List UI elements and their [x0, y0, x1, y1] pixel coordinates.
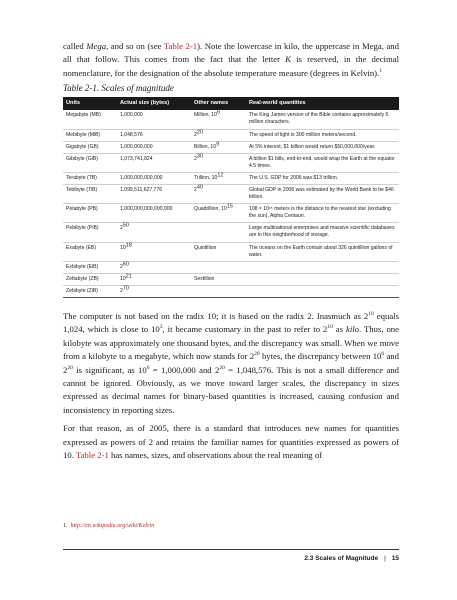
- table-row: [63, 273, 399, 285]
- footer-section-title: 2.3 Scales of Magnitude: [304, 555, 379, 562]
- standard-paragraph: [63, 422, 399, 462]
- paragraph-text: as: [332, 324, 346, 335]
- cell-other-names-text: 2: [194, 155, 197, 162]
- cell-other-names-text: Quadrillion, 10: [194, 206, 227, 213]
- cell-unit-text: Exabyte (EB): [66, 244, 97, 251]
- cell-actual-size-text: 2: [120, 263, 123, 270]
- paragraph-text: = 1,000,000 and 2: [149, 364, 220, 375]
- radix-paragraph: [63, 310, 399, 417]
- exponent: 18: [125, 241, 132, 248]
- paragraph-text: equals 1,024, which is close to 10: [63, 311, 399, 335]
- table-row: [63, 110, 399, 129]
- k-letter: K: [285, 54, 291, 65]
- intro-text: , and so on (see: [106, 41, 164, 51]
- exponent: 6: [146, 364, 150, 371]
- kilo-term: kilo: [345, 324, 359, 335]
- exponent: 3: [159, 324, 163, 331]
- cell-unit-text: Megabyte (MB): [66, 112, 101, 119]
- exponent: 9: [216, 140, 220, 147]
- cell-real-world: [246, 223, 399, 242]
- cell-actual-size-text: 1,099,511,627,776: [120, 186, 163, 193]
- table-row: [63, 184, 399, 203]
- table-cross-reference-link[interactable]: Table 2-1: [75, 450, 109, 461]
- table-cross-reference-link[interactable]: Table 2-1: [163, 41, 198, 51]
- cell-unit: [63, 172, 117, 184]
- cell-other-names: [191, 204, 246, 223]
- cell-real-world-text: The U.S. GDP for 2006 was $13 trillion.: [249, 174, 339, 181]
- cell-other-names-text: 2: [194, 186, 197, 193]
- cell-other-names-text: 2: [194, 131, 197, 138]
- cell-unit-text: Zettabyte (ZB): [66, 275, 99, 282]
- header-other-names: Other names: [191, 97, 246, 110]
- cell-other-names: [191, 129, 246, 141]
- cell-actual-size-text: 1,000,000,000: [120, 143, 153, 150]
- cell-unit: [63, 223, 117, 242]
- cell-unit-text: Petabyte (PB): [66, 206, 98, 213]
- paragraph-text: and 2: [63, 351, 399, 375]
- paragraph-text: has names, sizes, and observations about the real meaning of: [108, 450, 323, 461]
- exponent: 50: [122, 222, 129, 229]
- exponent: 30: [196, 153, 203, 159]
- cell-unit-text: Mebibyte (MiB): [66, 131, 101, 138]
- exponent: 20: [254, 351, 260, 358]
- cell-other-names: [191, 153, 246, 172]
- paragraph-text: = 1,048,576. This is not a small difference and cannot be ignored. Obviously, as we move toward larger scales, the discrepancy in sizes expressed as decimal names for binary-based quantities is increased, causing confusion and inconsistency in reporting sizes.: [63, 364, 400, 415]
- cell-actual-size: [117, 273, 191, 285]
- cell-real-world: [246, 273, 399, 285]
- header-units: Units: [63, 97, 117, 110]
- cell-other-names: [191, 141, 246, 153]
- cell-real-world: [246, 204, 399, 223]
- exponent: 15: [226, 203, 233, 210]
- header-real-world: Real-world quantities: [246, 97, 399, 110]
- paragraph-text: bytes, the discrepancy between 10: [259, 351, 382, 362]
- cell-other-names: [191, 223, 246, 242]
- table-caption: Table 2-1. Scales of magnitude: [63, 83, 174, 94]
- cell-actual-size: [117, 110, 191, 129]
- exponent: 60: [122, 261, 129, 268]
- cell-actual-size: [117, 223, 191, 242]
- exponent: 20: [67, 364, 73, 371]
- header-actual-size: Actual size (bytes): [117, 97, 191, 110]
- cell-actual-size: [117, 242, 191, 261]
- cell-unit: [63, 184, 117, 203]
- cell-actual-size-text: 1,000,000: [120, 112, 143, 119]
- cell-unit-text: Gibibyte (GiB): [66, 155, 98, 162]
- cell-real-world: [246, 184, 399, 203]
- table-header-row: [63, 97, 399, 110]
- cell-other-names-text: Million, 10: [194, 112, 217, 119]
- cell-other-names: [191, 285, 246, 297]
- scales-of-magnitude-table: [63, 97, 399, 298]
- cell-other-names: [191, 242, 246, 261]
- cell-actual-size-text: 2: [120, 287, 123, 294]
- exponent: 10: [368, 311, 374, 318]
- footnote-number: 1.: [63, 523, 68, 529]
- cell-actual-size: [117, 261, 191, 273]
- cell-other-names: [191, 184, 246, 203]
- cell-actual-size: [117, 129, 191, 141]
- cell-unit-text: Tebibyte (TiB): [66, 186, 98, 193]
- cell-other-names: [191, 261, 246, 273]
- table-row: [63, 204, 399, 223]
- paragraph-text: . Thus, one kilobyte was approximately one thousand bytes, and the discrepancy was small. When we move from a kilobyte to a megabyte, which now stands for 2: [63, 324, 399, 362]
- cell-other-names-text: Quintillion: [194, 244, 217, 251]
- paragraph-text: , it became customary in the past to refer to 2: [162, 324, 328, 335]
- paragraph-text: The computer is not based on the radix 10; it is based on the radix 2. Inasmuch as 2: [63, 311, 369, 321]
- cell-unit: [63, 273, 117, 285]
- table-row: [63, 172, 399, 184]
- cell-other-names: [191, 273, 246, 285]
- page-footer: [304, 555, 399, 562]
- cell-unit-text: Exbibyte (EiB): [66, 263, 99, 270]
- cell-real-world: [246, 261, 399, 273]
- cell-other-names-text: Sextillion: [194, 275, 215, 282]
- kelvin-wikipedia-link[interactable]: http://en.wikipedia.org/wiki/Kelvin: [70, 523, 155, 529]
- exponent: 70: [122, 285, 129, 292]
- cell-unit: [63, 242, 117, 261]
- cell-real-world: [246, 129, 399, 141]
- cell-actual-size-text: 1,073,741,824: [120, 155, 153, 162]
- footnote-marker[interactable]: 1: [379, 67, 382, 74]
- cell-real-world-text: A billion $1 bills, end-to-end, would wrap the Earth at the equator 4.5 times.: [249, 155, 395, 169]
- footer-divider: [63, 549, 399, 550]
- cell-actual-size-text: 1,000,000,000,000: [120, 174, 163, 181]
- cell-real-world-text: The oceans on the Earth contain about 326 quintillion gallons of water.: [249, 244, 393, 258]
- cell-real-world-text: The King James version of the Bible contains approximately 5 million characters.: [249, 112, 389, 126]
- exponent: 21: [125, 273, 132, 280]
- cell-actual-size-text: 1,000,000,000,000,000: [120, 206, 173, 213]
- cell-unit-text: Zebibyte (ZiB): [66, 287, 98, 294]
- cell-other-names-text: Billion, 10: [194, 143, 217, 150]
- cell-actual-size: [117, 184, 191, 203]
- footer-separator: |: [384, 555, 386, 562]
- exponent: 6: [381, 351, 385, 358]
- page-body: [63, 40, 399, 467]
- cell-actual-size: [117, 285, 191, 297]
- mega-term: Mega: [86, 41, 107, 51]
- intro-text: is reserved, in the decimal nomenclature, for the designation of the absolute temperature measure (degrees in Kelvin).: [63, 54, 399, 78]
- cell-real-world-text: At 5% interest, $1 billion would return $50,000,000/year.: [249, 143, 376, 150]
- cell-actual-size-text: 10: [120, 275, 126, 282]
- cell-actual-size-text: 1,048,576: [120, 131, 143, 138]
- table-body: [63, 110, 399, 297]
- cell-other-names: [191, 110, 246, 129]
- cell-unit: [63, 141, 117, 153]
- table-row: [63, 129, 399, 141]
- cell-real-world: [246, 285, 399, 297]
- cell-unit-text: Terabyte (TB): [66, 174, 97, 181]
- cell-unit: [63, 204, 117, 223]
- paragraph-text: is significant, as 10: [72, 364, 147, 375]
- cell-real-world: [246, 172, 399, 184]
- exponent: 20: [196, 128, 203, 135]
- paragraph-text: For that reason, as of 2005, there is a standard that introduces new names for quantities expressed as powers of 2 and retains the familiar names for quantities expressed as powers of 10.: [63, 423, 399, 461]
- cell-unit: [63, 261, 117, 273]
- cell-real-world: [246, 153, 399, 172]
- page-number: 15: [391, 555, 399, 562]
- intro-paragraph: [63, 40, 399, 80]
- cell-other-names: [191, 172, 246, 184]
- cell-actual-size-text: 2: [120, 225, 123, 232]
- cell-real-world: [246, 242, 399, 261]
- exponent: 12: [217, 172, 224, 179]
- exponent: 6: [216, 109, 220, 116]
- exponent: 20: [219, 364, 225, 371]
- table-row: [63, 153, 399, 172]
- cell-unit: [63, 110, 117, 129]
- footnote: [63, 523, 154, 529]
- cell-other-names-text: Trillion, 10: [194, 174, 218, 181]
- cell-real-world: [246, 110, 399, 129]
- cell-real-world: [246, 141, 399, 153]
- intro-text: ). Note the lowercase in kilo, the uppercase in Mega, and all that follow. This comes from the fact that the letter: [63, 41, 399, 65]
- cell-real-world-text: 108 × 10¹⁵ meters is the distance to the nearest star (excluding the sun), Alpha Centauri.: [249, 206, 391, 220]
- cell-unit: [63, 153, 117, 172]
- intro-text: called: [63, 41, 87, 51]
- cell-actual-size: [117, 172, 191, 184]
- cell-actual-size: [117, 141, 191, 153]
- cell-real-world-text: Large multinational enterprises and massive scientific databases are in this neighborhood of storage.: [249, 225, 395, 239]
- cell-actual-size-text: 10: [120, 244, 126, 251]
- table-row: [63, 261, 399, 273]
- cell-unit: [63, 129, 117, 141]
- cell-actual-size: [117, 153, 191, 172]
- cell-real-world-text: Global GDP in 2006 was estimated by the World Bank to be $46 trillion.: [249, 186, 394, 201]
- cell-actual-size: [117, 204, 191, 223]
- table-row: [63, 242, 399, 261]
- cell-unit-text: Pebibyte (PiB): [66, 225, 99, 232]
- table-row: [63, 141, 399, 153]
- body-text: [63, 310, 399, 462]
- exponent: 10: [327, 324, 333, 331]
- cell-unit: [63, 285, 117, 297]
- table-row: [63, 285, 399, 297]
- cell-unit-text: Gigabyte (GB): [66, 143, 99, 150]
- cell-real-world-text: The speed of light is 300 million meters/second.: [249, 131, 357, 138]
- table-row: [63, 223, 399, 242]
- exponent: 40: [196, 184, 203, 191]
